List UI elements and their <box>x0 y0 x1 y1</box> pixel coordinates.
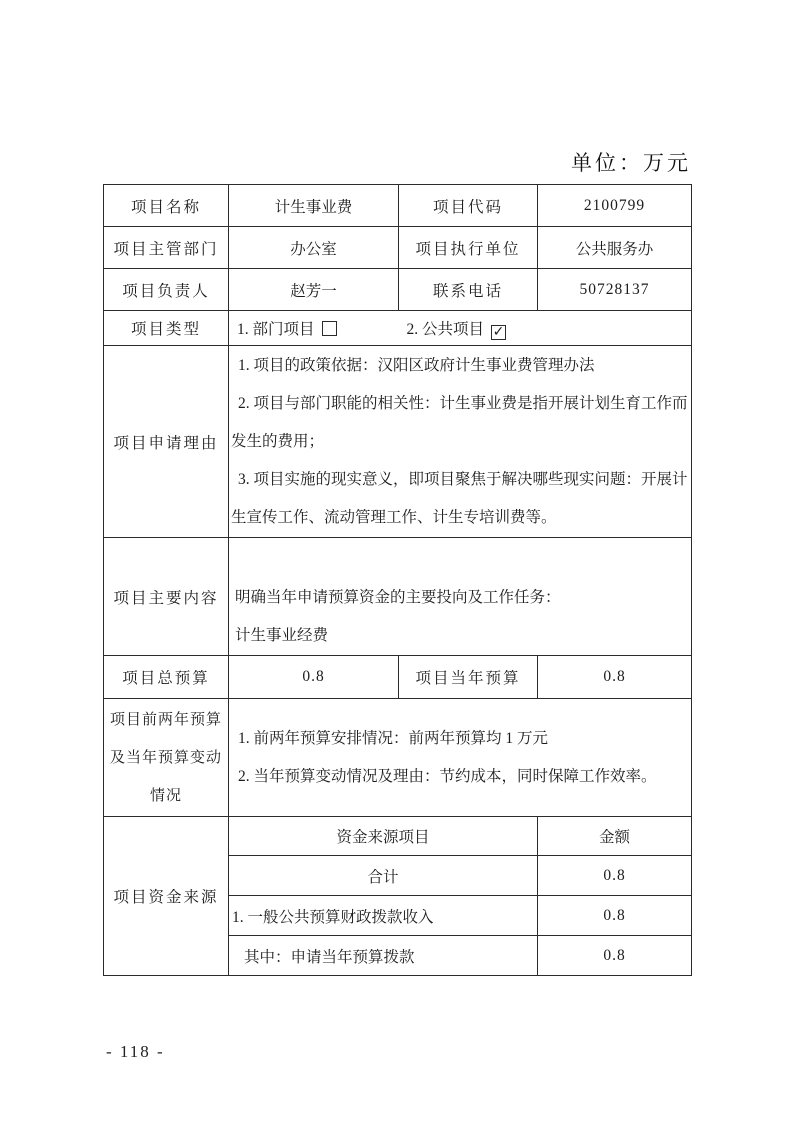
department-project-option: 1. 部门项目 <box>237 320 315 338</box>
check-mark: ✓ <box>492 323 505 340</box>
main-content-line: 计生事业经费 <box>235 626 329 644</box>
public-project-option: 2. 公共项目 <box>406 320 485 338</box>
funding-source-header: 资金来源项目 <box>229 817 538 856</box>
reason-line: 2. 项目与部门职能的相关性：计生事业费是指开展计划生育工作而 <box>238 394 688 412</box>
project-name-value: 计生事业费 <box>229 185 399 227</box>
table-row <box>104 269 692 311</box>
project-code-value: 2100799 <box>538 185 692 227</box>
page-number: - 118 - <box>106 1042 165 1061</box>
total-budget-value: 0.8 <box>229 656 399 699</box>
project-type-label: 项目类型 <box>104 311 229 346</box>
previous-budget-line: 1. 前两年预算安排情况：前两年预算均 1 万元 <box>238 729 549 747</box>
main-content-text <box>229 538 692 656</box>
reason-line: 3. 项目实施的现实意义，即项目聚焦于解决哪些现实问题：开展计 <box>238 470 688 488</box>
table-row <box>104 185 692 227</box>
department-label: 项目主管部门 <box>104 227 229 269</box>
current-year-budget-label: 项目当年预算 <box>399 656 538 699</box>
total-budget-label: 项目总预算 <box>104 656 229 699</box>
leader-value: 赵芳一 <box>229 269 399 311</box>
table-row <box>104 817 692 856</box>
unit-label: 单位：万元 <box>571 151 691 175</box>
funding-total-value: 0.8 <box>538 856 692 896</box>
previous-budget-text <box>229 699 692 817</box>
funding-general-budget-value: 0.8 <box>538 896 692 936</box>
executing-unit-value: 公共服务办 <box>538 227 692 269</box>
reason-line: 发生的费用； <box>231 432 325 450</box>
department-value: 办公室 <box>229 227 399 269</box>
project-code-label: 项目代码 <box>399 185 538 227</box>
previous-budget-label: 项目前两年预算及当年预算变动情况 <box>104 699 229 817</box>
previous-budget-line: 2. 当年预算变动情况及理由：节约成本，同时保障工作效率。 <box>238 767 657 785</box>
executing-unit-label: 项目执行单位 <box>399 227 538 269</box>
funding-current-year-label: 其中：申请当年预算拨款 <box>229 936 538 976</box>
main-content-label: 项目主要内容 <box>104 538 229 656</box>
table-row <box>104 699 692 817</box>
funding-source-label: 项目资金来源 <box>104 817 229 976</box>
department-project-checkbox-icon <box>322 321 337 336</box>
phone-value: 50728137 <box>538 269 692 311</box>
funding-total-label: 合计 <box>229 856 538 896</box>
reason-line: 1. 项目的政策依据：汉阳区政府计生事业费管理办法 <box>238 356 595 374</box>
phone-label: 联系电话 <box>399 269 538 311</box>
project-info-table <box>103 184 692 976</box>
project-name-label: 项目名称 <box>104 185 229 227</box>
application-reason-label: 项目申请理由 <box>104 346 229 538</box>
current-year-budget-value: 0.8 <box>538 656 692 699</box>
funding-amount-header: 金额 <box>538 817 692 856</box>
table-row <box>104 538 692 656</box>
application-reason-text <box>229 346 692 538</box>
public-project-checkbox-icon <box>491 325 506 340</box>
main-content-line: 明确当年申请预算资金的主要投向及工作任务： <box>235 588 561 606</box>
table-row <box>104 227 692 269</box>
table-row <box>104 656 692 699</box>
table-row <box>104 346 692 538</box>
table-row <box>104 311 692 346</box>
leader-label: 项目负责人 <box>104 269 229 311</box>
funding-current-year-value: 0.8 <box>538 936 692 976</box>
funding-general-budget-label: 1. 一般公共预算财政拨款收入 <box>229 896 538 936</box>
project-type-options <box>229 311 692 346</box>
reason-line: 生宣传工作、流动管理工作、计生专培训费等。 <box>231 508 557 526</box>
